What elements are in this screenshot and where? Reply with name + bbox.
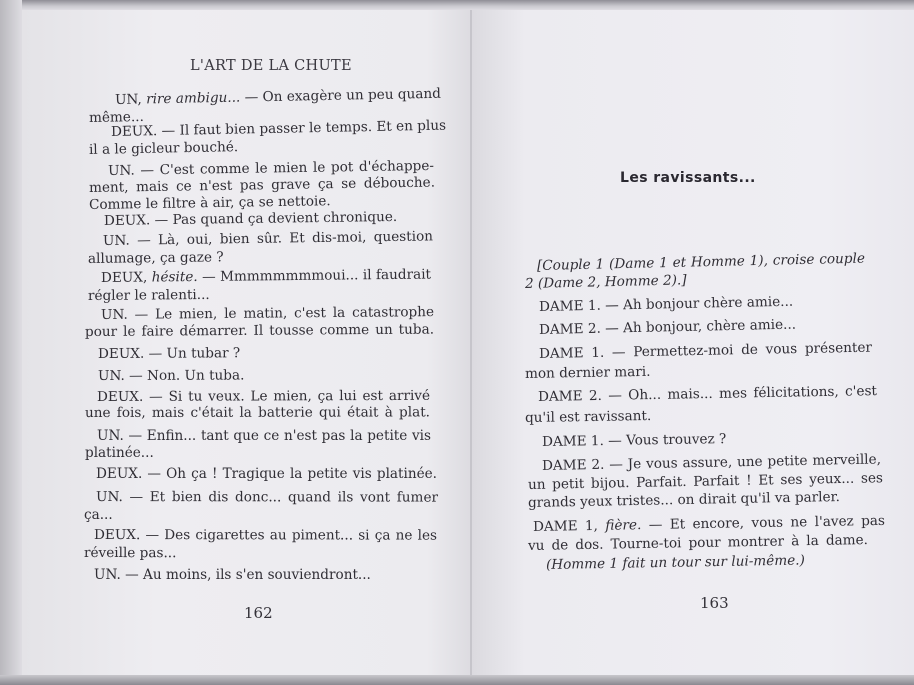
line-text: ça... xyxy=(84,507,113,523)
line-text: — Là, oui, bien sûr. Et dis-moi, question xyxy=(129,228,434,249)
line-text: — Ah bonjour chère amie... xyxy=(600,293,794,314)
line-text: — Vous trouvez ? xyxy=(603,431,727,450)
dialogue-line xyxy=(96,466,437,482)
line-text: — Oh ça ! Tragique la petite vis platinée. xyxy=(142,466,437,482)
speaker-name: DAME 1. xyxy=(541,433,604,450)
line-text: réveille pas... xyxy=(83,545,177,562)
speaker-name: UN. xyxy=(95,489,123,506)
line-text: — Permettez-moi de vous présenter xyxy=(604,339,873,361)
line-text: qu'il est ravissant. xyxy=(524,408,652,426)
line-text: — Pas quand ça devient chronique. xyxy=(150,208,398,229)
line-text: un petit bijou. Parfait. Parfait ! Et ses yeux... ses xyxy=(527,470,884,493)
line-text: — Et encore, vous ne l'avez pas xyxy=(641,512,886,534)
book-edge-top xyxy=(22,0,914,10)
speaker-name: UN. xyxy=(107,162,135,179)
dialogue-line xyxy=(97,428,431,444)
speaker-name: UN. xyxy=(97,367,125,384)
dialogue-line xyxy=(94,567,371,583)
continuation-line xyxy=(525,364,651,382)
running-head: L'ART DE LA CHUTE xyxy=(190,58,352,74)
speaker-name: DEUX, xyxy=(100,269,148,286)
line-text: — Je vous assure, une petite merveille, xyxy=(604,451,882,473)
continuation-line xyxy=(85,445,154,461)
speaker-name: UN, xyxy=(114,91,142,108)
line-text: grands yeux tristes... on dirait qu'il va parler. xyxy=(527,489,841,511)
stage-direction-inline: hésite. xyxy=(151,268,198,286)
dialogue-line xyxy=(96,489,438,506)
continuation-line xyxy=(85,322,434,340)
line-text: — Mmmmmmmmoui... il faudrait xyxy=(197,266,432,285)
speaker-name: DEUX. xyxy=(97,345,145,362)
stage-direction-inline: rire ambigu... xyxy=(145,89,241,108)
line-text: Comme le filtre à air, ça se nettoie. xyxy=(88,193,331,213)
line-text: pour le faire démarrer. Il tousse comme un tuba. xyxy=(84,321,435,340)
dialogue-line xyxy=(94,527,437,544)
line-text: vu de dos. Tourne-toi pour montrer à la dame. xyxy=(527,532,869,554)
speaker-name: UN. xyxy=(94,567,121,583)
speaker-name: UN. xyxy=(100,306,128,323)
line-text: — Un tubar ? xyxy=(144,345,241,362)
speaker-name: DAME 1. xyxy=(538,344,605,362)
line-text: — On exagère un peu quand xyxy=(240,85,441,106)
line-text: — Des cigarettes au piment... si ça ne les xyxy=(140,527,438,544)
line-text: — Le mien, le matin, c'est la catastrophe xyxy=(127,304,435,323)
dialogue-line xyxy=(101,304,434,323)
line-text: même... xyxy=(88,108,144,126)
line-text: — Non. Un tuba. xyxy=(124,367,245,384)
line-text: — Enfin... tant que ce n'est pas la petite vis xyxy=(123,428,431,444)
stage-direction-text: [Couple 1 (Dame 1 et Homme 1), croise couple xyxy=(536,250,866,274)
speaker-name: DEUX. xyxy=(103,212,151,229)
dialogue-line xyxy=(98,345,240,362)
continuation-line xyxy=(88,249,224,267)
dialogue-line xyxy=(98,367,244,384)
dialogue-line xyxy=(542,431,727,450)
continuation-line xyxy=(88,287,210,304)
speaker-name: DAME 2. xyxy=(538,320,602,338)
line-text: — Ah bonjour, chère amie... xyxy=(600,316,797,337)
speaker-name: DEUX. xyxy=(93,527,141,544)
stage-direction-text: 2 (Dame 2, Homme 2).] xyxy=(524,272,687,292)
line-text: ment, mais ce n'est pas grave ça se débouche. xyxy=(88,174,436,196)
line-text: — Et bien dis donc... quand ils vont fumer xyxy=(122,489,439,506)
continuation-line xyxy=(84,545,176,561)
page-number-left: 162 xyxy=(244,604,273,622)
line-text: régler le ralenti... xyxy=(87,286,210,304)
speaker-name: DAME 2. xyxy=(541,456,605,474)
line-text: allumage, ça gaze ? xyxy=(87,249,224,267)
continuation-line xyxy=(84,507,113,523)
speaker-name: DAME 1. xyxy=(538,297,602,315)
stage-direction-text: (Homme 1 fait un tour sur lui-même.) xyxy=(545,552,805,573)
dialogue-line xyxy=(97,388,430,405)
book-spine xyxy=(470,10,472,675)
speaker-name: DEUX. xyxy=(96,388,144,405)
speaker-name: UN. xyxy=(97,428,124,444)
line-text: platinée... xyxy=(85,445,154,461)
section-title: Les ravissants... xyxy=(620,170,756,186)
line-text: — Si tu veux. Le mien, ça lui est arrivé xyxy=(143,387,431,405)
speaker-name: DAME 1, xyxy=(532,517,599,535)
speaker-name: DEUX. xyxy=(96,466,143,482)
stage-direction-inline: fière. xyxy=(605,517,642,534)
line-text: — C'est comme le mien le pot d'échappe- xyxy=(134,157,435,179)
line-text: — Oh... mais... mes félicitations, c'est xyxy=(601,383,878,404)
line-text: il a le gicleur bouché. xyxy=(88,139,239,158)
speaker-name: DAME 2. xyxy=(537,387,603,405)
continuation-line xyxy=(85,404,430,421)
speaker-name: DEUX. xyxy=(110,123,158,140)
continuation-line xyxy=(525,408,651,426)
line-text: une fois, mais c'était la batterie qui était à plat. xyxy=(84,404,431,421)
book-edge-bottom xyxy=(0,675,914,685)
book-edge-left xyxy=(0,0,22,685)
continuation-line xyxy=(89,139,238,158)
speaker-name: UN. xyxy=(102,232,130,249)
line-text: — Au moins, ils s'en souviendront... xyxy=(120,567,371,583)
page-number-right: 163 xyxy=(700,594,729,612)
line-text: mon dernier mari. xyxy=(524,363,651,382)
line-text: — Il faut bien passer le temps. Et en plus xyxy=(157,117,447,140)
